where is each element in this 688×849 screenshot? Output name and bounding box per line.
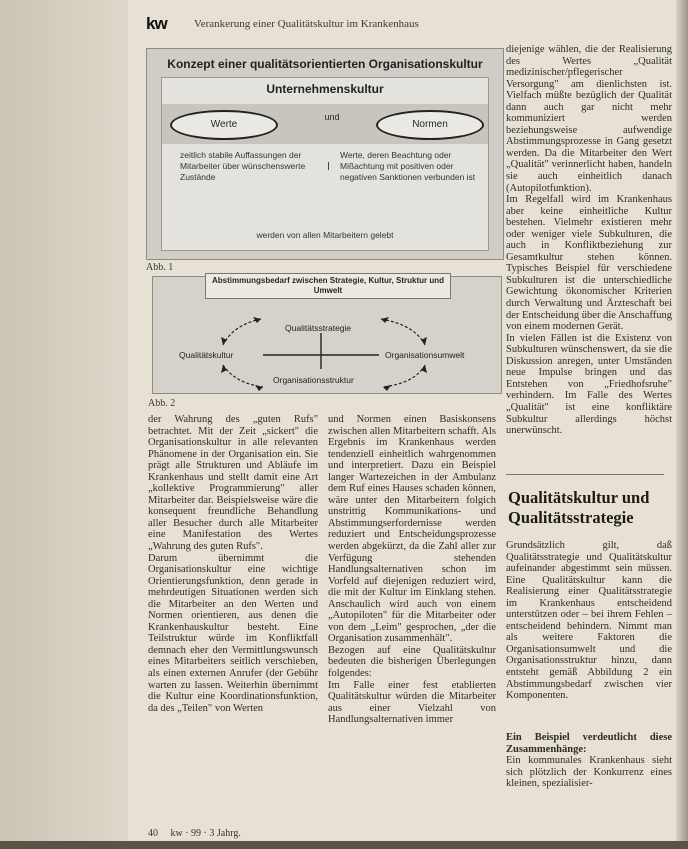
text-column-right-example [506, 732, 672, 836]
section-rule [506, 474, 664, 475]
label-organisation-environment: Organisationsumwelt [385, 350, 465, 360]
figure-2-title: Abstimmungsbedarf zwischen Strategie, Kultur, Struktur und Umwelt [205, 273, 451, 299]
text-column-middle [328, 414, 496, 834]
page-number: 40 [148, 828, 158, 839]
values-description: zeitlich stabile Auffassungen der Mitarbeiter über wünschenswerte Zustände [180, 150, 306, 182]
book-gutter-shadow [0, 0, 128, 849]
paragraph: Im Regelfall wird im Krankenhaus aber keine einheitliche Kultur bestehen. Vielmehr existieren mehr oder weniger viele Subkulturen, die auch in Konfliktbeziehung zur Gesamtkultur stehen können. Typisches Beispiel für verschiedene Subkulturen ist die unterschiedliche Gewichtung ökonomischer Kriterien durch Verwaltung und Ärzteschaft bei der Entscheidung über die Anschaffung von einem modernen Gerät. [506, 194, 673, 333]
arrowhead [253, 317, 261, 323]
company-culture-box [161, 77, 489, 251]
figure-1 [146, 48, 504, 260]
figure-2 [152, 276, 502, 394]
norms-oval: Normen [376, 110, 484, 140]
page-edge-shadow [676, 0, 688, 849]
paragraph: Grundsätzlich gilt, daß Qualitätsstrategie und Qualitätskultur aufeinander abgestimmt sein müssen. Eine Qualitätskultur kann die Realisierung einer Qualitätsstrategie im Krankenhaus entscheidend unterstützen oder – bei ihrem Fehlen – entscheidend behindern. Nimmt man als weitere Faktoren die Organisationsumwelt und die Organisationsstruktur hinzu, dann entsteht gemäß Abbildung 2 ein Abstimmungsbedarf zwischen vier Komponenten. [506, 540, 672, 702]
scan-border [0, 841, 688, 849]
figure-1-title: Konzept einer qualitätsorientierten Organisationskultur [167, 57, 483, 71]
paragraph: der Wahrung des „guten Rufs" betrachtet. Mit der Zeit „sickert" die Organisationskultur in alle relevanten Phänomene in der Organisation ein. Sie prägt alle Strukturen und Abläufe im Krankenhaus und stellt damit eine Art „kollektive Programmierung" aller Mitarbeiter dar. Beispielsweise wäre die konsequent freundliche Behandlung aller Besucher durch alle Mitarbeiter eine Manifestation des Wertes „Wahrung des guten Rufs". [148, 414, 318, 553]
paragraph: In vielen Fällen ist die Existenz von Subkulturen wünschenswert, da sie die Diskussion anregen, unter Umständen neue Impulse bringen und das Entstehen von „Friedhofsruhe" verhindern. Im Falle des Wertes „Qualität" ist eine konfliktäre Subkultur allerdings höchst unerwünscht. [506, 332, 672, 437]
arrowhead [255, 385, 263, 391]
running-header [146, 14, 506, 36]
divider-tick [328, 162, 329, 170]
text-column-left [148, 414, 318, 834]
figure-1-caption: Abb. 1 [146, 262, 174, 273]
figure-2-caption: Abb. 2 [148, 398, 176, 409]
label-quality-culture: Qualitätskultur [179, 350, 234, 360]
paragraph: diejenige wählen, die der Realisierung des Wertes „Qualität medizinischer/pflegerischer Versorgung" am dienlichsten ist. Vielfach müßte bezüglich der Qualität dann auch gar nicht mehr kommuniziert werden beziehungsweise aufwendige Abstimmungsprozesse in Gang gesetzt werden. Da die Mitarbeiter den Wert „Qualität" verinnerlicht haben, handeln sie auch einheitlich danach (Autopilotfunktion). [506, 44, 672, 194]
example-subheading: Ein Beispiel verdeutlicht diese Zusammenhänge: [506, 732, 672, 755]
figure-1-footer: werden von allen Mitarbeitern gelebt [256, 230, 394, 240]
page-footer [148, 828, 241, 839]
journal-logo: kw [146, 14, 167, 33]
running-header-title: Verankerung einer Qualitätskultur im Krankenhaus [194, 18, 419, 30]
paragraph: Darum übernimmt die Organisationskultur eine wichtige Orientierungsfunktion, denn gerade in mehrdeutigen Situationen werden sich die Mitarbeiter an den Werten und Normen orientieren, aus denen die Krankenhauskultur besteht. Eine Teilstruktur würde im Konfliktfall demnach eher den Vermittlungswunsch eines Mitarbeiters seitlich verschieben, als einen externen Anrufer (der Gebühr warten zu lassen. Weiterhin übernimmt die Kultur eine Koordinationsfunktion, da des „Teilen" von Werten [148, 552, 318, 714]
paragraph: Ein kommunales Krankenhaus sieht sich plötzlich der Konkurrenz eines kleinen, spezialisier- [506, 755, 672, 790]
paragraph: Im Falle einer fest etablierten Qualitätskultur würden die Mitarbeiter aus einer Vielzahl von Handlungsalternativen immer [328, 679, 496, 726]
values-oval: Werte [170, 110, 278, 140]
and-label: und [324, 112, 340, 122]
norms-description: Werte, deren Beachtung oder Mißachtung mit positiven oder negativen Sanktionen verbunden ist [340, 150, 476, 182]
company-culture-label: Unternehmenskultur [266, 82, 384, 96]
label-quality-strategy: Qualitätsstrategie [285, 323, 352, 333]
arc-top-left [223, 319, 261, 345]
paragraph: Bezogen auf eine Qualitätskultur bedeuten die bisherigen Überlegungen folgendes: [328, 644, 496, 680]
section-heading: Qualitätskultur und Qualitätsstrategie [508, 488, 650, 527]
text-column-right [506, 44, 672, 462]
arc-bottom-right [383, 365, 425, 387]
label-organisation-structure: Organisationsstruktur [273, 375, 354, 385]
arc-bottom-left [223, 365, 263, 387]
text-column-right-section [506, 540, 672, 702]
arc-top-right [381, 319, 425, 345]
paragraph: und Normen einen Basiskonsens zwischen allen Mitarbeitern schafft. Als Ergebnis im Krankenhaus werden tendenziell einheitlich wahrgenommen und interpretiert. Dazu ein Beispiel langer Wartezeichen in der Ambulanz dem Ruf eines Hauses schaden können, wäre unter den Mitarbeitern folgich unstrittig Kommunikations- und Abstimmungserfordernisse werden reduziert und Entscheidungsprozesse werden abgekürzt, da die Zahl aller zur Verfügung stehenden Handlungsalternativen schon im Vorfeld auf diejenigen reduziert wird, die mit der Kultur im Einklang stehen. Anschaulich wird auch von einem „Autopiloten" für die Mitarbeiter oder von dem „Leim" gesprochen, „der die Organisation zusammenhält". [328, 414, 496, 645]
footer-source: kw · 99 · 3 Jahrg. [170, 828, 241, 839]
